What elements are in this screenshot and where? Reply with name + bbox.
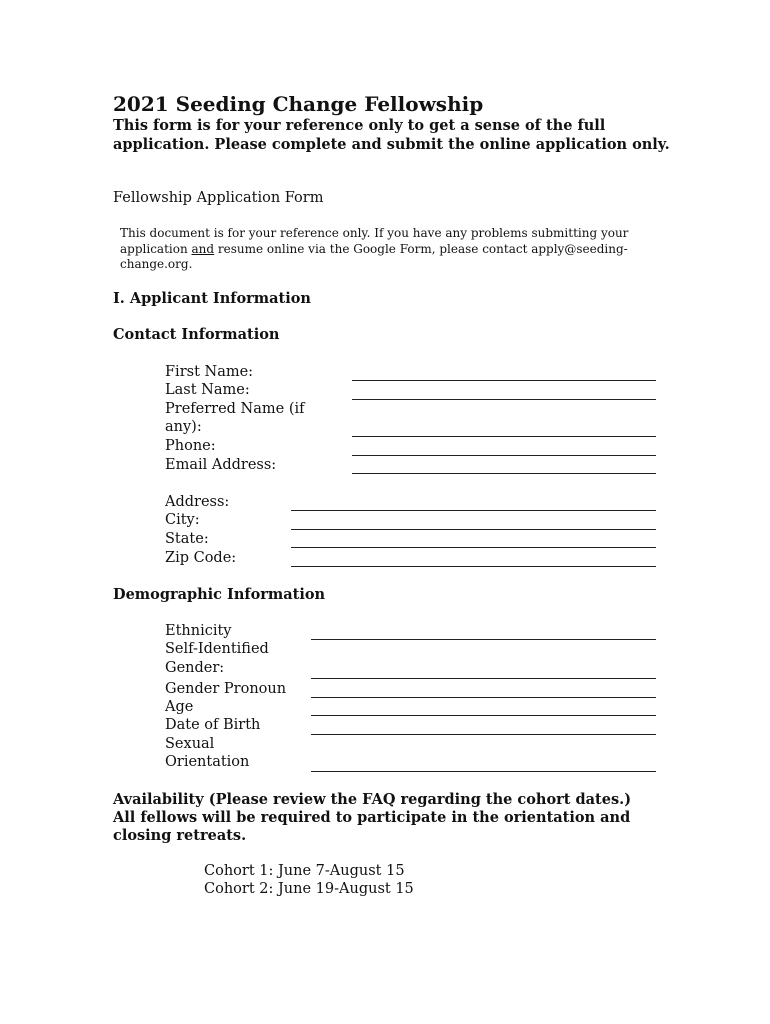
availability-requirement-cont: closing retreats. xyxy=(113,827,247,844)
sexual-orientation-label: Sexual xyxy=(165,736,215,752)
city-field[interactable] xyxy=(291,529,656,530)
last-name-field[interactable] xyxy=(352,399,656,400)
zip-code-field[interactable] xyxy=(291,566,656,567)
sexual-orientation-label-cont: Orientation xyxy=(165,754,250,770)
address-field[interactable] xyxy=(291,510,656,511)
date-of-birth-field[interactable] xyxy=(311,734,656,735)
age-field[interactable] xyxy=(311,715,656,716)
cohort-1-option: Cohort 1: June 7-August 15 xyxy=(204,863,405,879)
first-name-field[interactable] xyxy=(352,380,656,381)
last-name-label: Last Name: xyxy=(165,382,250,398)
first-name-label: First Name: xyxy=(165,364,254,380)
note-underlined-word: and xyxy=(191,241,215,256)
state-field[interactable] xyxy=(291,547,656,548)
demographic-information-heading: Demographic Information xyxy=(113,586,326,603)
city-label: City: xyxy=(165,512,200,528)
note-text-end: resume online via the Google Form, please contact apply@seeding-change.org. xyxy=(120,241,628,271)
ethnicity-label: Ethnicity xyxy=(165,623,232,639)
gender-field[interactable] xyxy=(311,678,656,679)
reference-notice: This form is for your reference only to get a sense of the full application. Please complete and submit the online application only. xyxy=(113,117,670,153)
gender-pronoun-field[interactable] xyxy=(311,697,656,698)
age-label: Age xyxy=(165,699,194,715)
reference-note xyxy=(120,226,640,273)
gender-label-cont: Gender: xyxy=(165,660,225,676)
date-of-birth-label: Date of Birth xyxy=(165,717,261,733)
form-name: Fellowship Application Form xyxy=(113,190,324,206)
note-text-start: This document is for your reference only. If you have any problems submitting your application xyxy=(120,226,629,256)
document-title: 2021 Seeding Change Fellowship xyxy=(113,92,484,116)
preferred-name-field[interactable] xyxy=(352,436,656,437)
zip-code-label: Zip Code: xyxy=(165,550,237,566)
email-field[interactable] xyxy=(352,473,656,474)
state-label: State: xyxy=(165,531,209,547)
sexual-orientation-field[interactable] xyxy=(311,771,656,772)
preferred-name-label-cont: any): xyxy=(165,419,202,435)
gender-pronoun-label: Gender Pronoun xyxy=(165,681,287,697)
section-applicant-information: I. Applicant Information xyxy=(113,290,311,307)
availability-heading: Availability (Please review the FAQ regarding the cohort dates.) xyxy=(113,791,632,808)
address-label: Address: xyxy=(165,494,230,510)
cohort-2-option: Cohort 2: June 19-August 15 xyxy=(204,881,414,897)
email-label: Email Address: xyxy=(165,457,277,473)
gender-label: Self-Identified xyxy=(165,641,269,657)
preferred-name-label: Preferred Name (if xyxy=(165,401,305,417)
phone-label: Phone: xyxy=(165,438,216,454)
phone-field[interactable] xyxy=(352,455,656,456)
availability-requirement: All fellows will be required to participate in the orientation and xyxy=(113,809,631,826)
contact-information-heading: Contact Information xyxy=(113,326,280,343)
ethnicity-field[interactable] xyxy=(311,639,656,640)
